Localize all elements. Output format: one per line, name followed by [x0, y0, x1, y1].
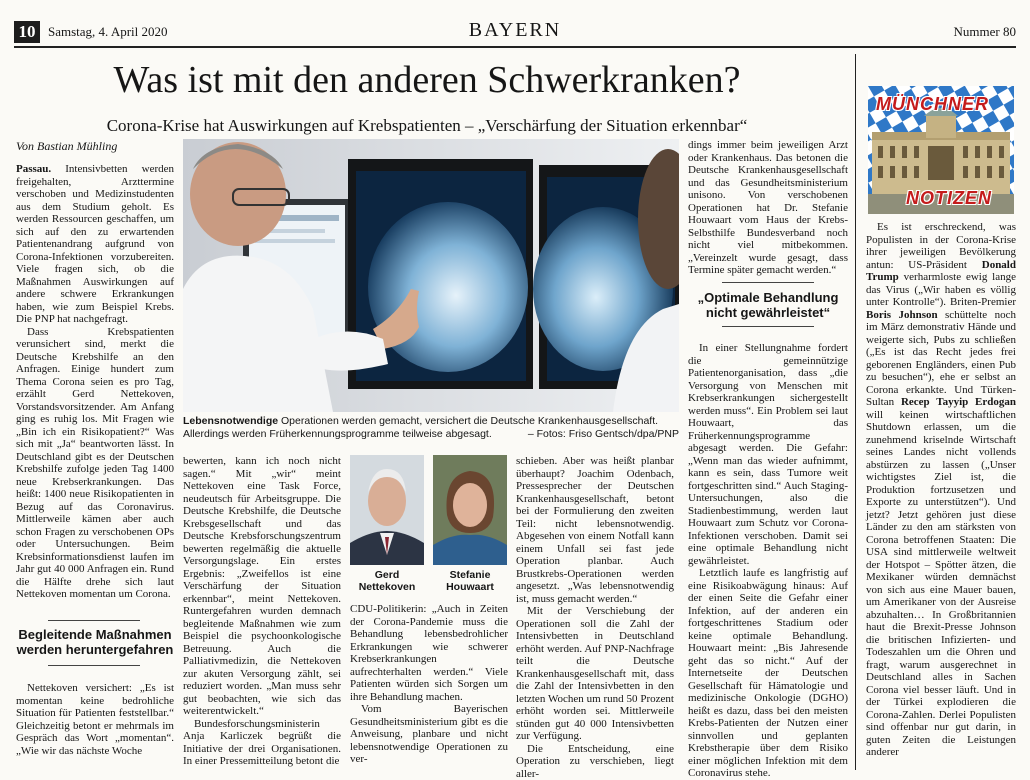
column-4 [516, 455, 674, 780]
portrait-nettekoven [350, 455, 424, 565]
paragraph: Bundesforschungsministerin Anja Karliczek begrüßt die Initiative der drei Organisationen. In einer Pressemitteilung betont die [183, 717, 341, 767]
portrait-illustration [350, 455, 424, 565]
paragraph: In einer Stellungnahme fordert die gemeinnützige Patientenorganisation, dass „die Versorgung von Menschen mit Krebserkrankungen sichergestellt werden muss“. Ein Problem sei laut Houwaart, das Früherkennungsprogramme abgesagt werden. Die Gefahr: „Wenn man das wieder aufnimmt, kann es sein, dass Tumore weit fortgeschritten sind.“ Auch Staging-Untersuchungen, also die Stadienbestimmung, werden laut Houwaart zum Schutz vor Corona-Infektionen verschoben. Damit sei eine optimale Behandlung nicht gewährleistet. [688, 342, 848, 567]
subhead-optimale: „Optimale Behandlung nicht gewährleistet“ [697, 290, 839, 320]
column-5-top [688, 139, 848, 277]
subhead-rule [48, 620, 140, 621]
paragraph: Die Entscheidung, eine Operation zu verschieben, liegt aller- [516, 742, 674, 780]
headline: Was ist mit den anderen Schwerkranken? [113, 59, 741, 101]
name-trump: Donald Trump [866, 258, 1016, 283]
header-rule [14, 46, 1016, 48]
subhead-rule [722, 282, 814, 283]
caption-text: Operationen werden gemacht, versichert die Deutsche Krankenhausgesellschaft. Allerdings werden Früherkennungsprogramme teilweise abgesagt. [183, 415, 659, 440]
portrait-caption-nettekoven: Gerd Nettekoven [358, 569, 416, 593]
paragraph: dings immer beim jeweiligen Arzt oder Krankenhaus. Das betonen die Deutsche Krankenhausgesellschaft und das Gesundheitsministerium unisono. Von verschobenen Operationen hat Dr. Stefanie Houwaart vom Haus der Krebs-Selbsthilfe Bundesverband noch nicht viel mitbekommen. „Vereinzelt wurde gesagt, dass Termine später gemacht werden.“ [688, 139, 848, 276]
photo-caption [183, 415, 679, 441]
paragraph: Es ist erschreckend, was Populisten in der Corona-Krise ihrer jeweiligen Bevölkerung antun: US-Präsident [866, 221, 1016, 271]
subhead-rule [722, 326, 814, 327]
paragraph: CDU-Politikerin: „Auch in Zeiten der Corona-Pandemie muss die Behandlung lebensbedrohlicher Erkrankungen wie schwerer Krebserkrankungen aufrechterhalten werden.“ Viele Patienten würden sich Sorgen um ihre Behandlung machen. [350, 603, 508, 703]
paragraph: bewerten, kann ich noch nicht sagen.“ Mit „wir“ meint Nettekoven eine Task Force, neudeutsch für Arbeitsgruppe. Die Deutsche Krebshilfe, die Deutsche Krebsgesellschaft und das Deutsche Krebsforschungszentrum bewerten regelmäßig die aktuelle Versorgungslage. Ein erstes Ergebnis: „Zweifellos ist eine Verschärfung der Situation erkennbar“, meint Nettekoven. Runtergefahren wurden demnach begleitende Maßnahmen wie zum Beispiel die psychoonkologische Betreuung. Auch die Palliativmedizin, die Nettekoven zur akuten Versorgung zählt, sei reduziert worden. „Man muss sehr gut beobachten, wie sich das weiterentwickelt.“ [183, 455, 341, 717]
paragraph: Letztlich laufe es langfristig auf eine Risikoabwägung hinaus: Auf der einen Seite die Gefahr einer Infektion, auf der anderen ein fortgeschrittenes Stadium oder keine optimale Behandlung. Houwaart meint: „Bis Jahresende geht das so nicht.“ Auf der Internetseite der Deutschen Gesellschaft für Hämatologie und medizinische Onkologie (DGHO) heißt es dazu, dass bei den meisten Krebs-Patienten der Nutzen einer sinnvollen und geplanten Krebstherapie über dem Risiko einer möglichen Infektion mit dem Coronavirus stehe. [688, 567, 848, 779]
column-1-bottom [16, 682, 174, 757]
muenchner-notizen-logo [868, 86, 1014, 214]
paragraph: Vom Bayerischen Gesundheitsministerium gibt es die Anweisung, planbare und nicht lebensnotwendige Operationen zu ver- [350, 703, 508, 765]
logo-word-top: MÜNCHNER [876, 94, 989, 114]
dateline: Passau. [16, 163, 52, 175]
column-1-top [16, 163, 174, 601]
section-title: BAYERN [468, 19, 562, 41]
paragraph: Dass Krebspatienten verunsichert sind, merkt die Deutsche Krebshilfe an den Anfragen. Einige hundert zum Thema Corona seien es pro Tag, erzählt Gerd Nettekoven, Vorstandsvorsitzender. Am Anfang ging es ruhig los. Mit Fragen wie „Bin ich ein Risikopatient?“ Was sich mit „Ja“ beantworten lässt. In Deutschland gibt es der Deutschen Krebshilfe zufolge jeden Tag 1400 neue Krebserkrankungen. Das heißt: 1400 neue Risikopatienten in Bezug auf das Coronavirus. Mittlerweile kämen aber auch schon Fragen zu verschobenen OPs oder Untersuchungen. Beim Krebsinformationsdienst laufen im Jahr gut 40 000 Anfragen ein. Rund die Hälfte drehe sich laut Nettekoven momentan um Corona. [16, 325, 174, 600]
paragraph: schieben. Aber was heißt planbar überhaupt? Joachim Odenbach, Pressesprecher der Deutschen Krankenhausgesellschaft, betont bei der Formulierung den zweiten Teil: nicht lebensnotwendig. Abgesehen von einem Notfall kann einem Unfall sei fast jede Operation planbar. Auch Brustkrebs-Operationen werden angesetzt. „Was lebensnotwendig ist, muss gemacht werden.“ [516, 455, 674, 605]
paragraph: Nettekoven versichert: „Es ist momentan keine bedrohliche Situation für Patienten feststellbar.“ Gleichzeitig betont er mehrmals im Gespräch das Wort „momentan“. „Wie wir das nächste Woche [16, 682, 174, 757]
sidebar-commentary [866, 221, 1016, 759]
photo-credit: – Fotos: Friso Gentsch/dpa/PNP [527, 428, 679, 440]
mammography-photo [183, 139, 679, 412]
column-2 [183, 455, 341, 768]
paragraph: Intensivbetten werden freigehalten, Arzttermine verschoben und Medizinstudenten aus dem Studium geholt. Es werden Ressourcen geschaffen, um sich auf den zu erwartenden Patientenandrang aufgrund von Corona-Infektionen vorzubereiten. Viele fragen sich, ob die Maßnahmen Auswirkungen auf andere schwere Erkrankungen haben, wie zum Beispiel Krebs. Die PNP hat nachgefragt. [16, 163, 174, 325]
logo-word-bottom: NOTIZEN [906, 188, 992, 208]
page-number: 10 [14, 21, 40, 43]
subhead-begleitende: Begleitende Maßnahmen werden heruntergefahren [16, 627, 174, 657]
column-3 [350, 603, 508, 766]
issue-number: Nummer 80 [953, 24, 1016, 39]
name-erdogan: Recep Tayyip Erdogan [900, 396, 1017, 408]
paragraph: schüttelte noch im März demonstrativ Hände und weigerte sich, Pubs zu schließen („Es ist das Recht jedes frei geborenen Engländers, einen Pub zu besuchen“), ehe er selbst an Corona erkankte. Und Türken-Sultan [866, 308, 1016, 408]
portrait-caption-houwaart: Stefanie Houwaart [446, 569, 494, 593]
column-5-bottom [688, 342, 848, 780]
portrait-houwaart [433, 455, 507, 565]
issue-date: Samstag, 4. April 2020 [48, 24, 168, 39]
photo-illustration [183, 139, 679, 412]
caption-lead: Lebensnotwendige [183, 415, 279, 427]
subheadline: Corona-Krise hat Auswirkungen auf Krebspatienten – „Verschärfung der Situation erkennbar“ [106, 116, 748, 135]
paragraph: will keinen wirtschaftlichen Shutdown erlassen, um die zunehmend kriselnde Wirtschaft seines Landes nicht vollends abstürzen zu lassen („Unser wichtigstes Ziel ist, die Produktion fortzusetzen und Exporte zu unterstützen“). Und jetzt? Jetzt gehören just diese Länder zu den am stärksten von Corona betroffenen Staaten: Die USA sind mittlerweile weltweit der Hotspot – Spötter ätzen, die Mexikaner würden demnächst von sich aus eine Mauer bauen, um Amerikaner von der Ausreise abzuhalten… In Großbritannien haut die Brexit-Presse Johnson die britischen Infizierten- und Todeszahlen um die Ohren und fragt, warum ausgerechnet in Deutschland alles in Sachen Corona viel besser läuft. Und in der Türkei explodieren die Corona-Zahlen. Derlei Populisten sind offenbar nur gut darin, in guten Zeiten die Leistungen anderer [866, 408, 1016, 758]
sidebar-divider [855, 54, 856, 770]
byline: Von Bastian Mühling [16, 139, 118, 153]
name-johnson: Boris Johnson [866, 308, 938, 321]
paragraph: verharmloste ewig lange das Virus („Wir haben es völlig unter Kontrolle“). Briten-Premier [866, 271, 1016, 308]
subhead-rule [48, 665, 140, 666]
paragraph: Mit der Verschiebung der Operationen soll die Zahl der Intensivbetten in Deutschland erhöht werden. Auf PNP-Nachfrage teilt die Deutsche Krankenhausgesellschaft mit, dass die Zahl der Intensivbetten in den letzten Wochen um rund 50 Prozent erhöht worden sei. Mittlerweile stünden gut 40 000 Intensivbetten zur Verfügung. [516, 605, 674, 742]
portrait-illustration [433, 455, 507, 565]
